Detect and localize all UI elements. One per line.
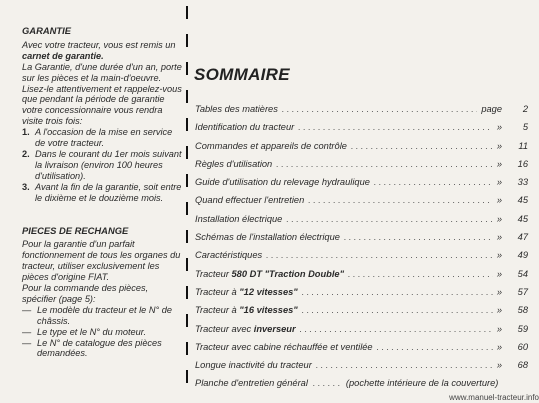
toc-page-prefix: »: [496, 360, 502, 371]
item-text: Avant la fin de la garantie, soit entre le dixième et le douzième mois.: [35, 181, 182, 203]
toc-page-number: 16: [517, 158, 528, 169]
toc-page-number: 47: [517, 232, 528, 243]
toc-row[interactable]: [195, 356, 528, 374]
toc-label: [195, 265, 344, 283]
toc-row[interactable]: [195, 228, 528, 246]
toc-page-prefix: »: [496, 177, 502, 188]
pieces-paragraph-1: Pour la garantie d'un parfait fonctionnement de tous les organes du tracteur, utiliser exclusivement les pièces d'origine FIAT.: [22, 239, 181, 283]
toc-label: Identification du tracteur: [195, 122, 295, 133]
toc-page-prefix: »: [496, 158, 502, 169]
toc-label: Guide d'utilisation du relevage hydraulique: [195, 177, 370, 188]
item-text: Le N° de catalogue des pièces demandées.: [37, 337, 162, 359]
garantie-visits-list: [22, 127, 184, 203]
item-text: Dans le courant du 1er mois suivant la livraison (environ 100 heures d'utilisation).: [35, 148, 182, 181]
toc-page-number: 45: [517, 213, 528, 224]
toc-page-number: 59: [517, 323, 528, 334]
toc-page-number: 11: [518, 140, 528, 151]
garantie-paragraph-1: [22, 40, 184, 62]
toc-label-plain: Tracteur à: [195, 305, 240, 316]
toc-row[interactable]: [195, 118, 528, 136]
toc-label-bold: 580 DT "Traction Double": [231, 268, 344, 279]
garantie-paragraph-2: La Garantie, d'une durée d'un an, porte sur les pièces et la main-d'oeuvre.: [22, 61, 182, 83]
toc-page-number: 2: [522, 104, 528, 114]
toc-label: Commandes et appareils de contrôle: [195, 140, 347, 151]
left-column: [22, 26, 184, 359]
pieces-list: [22, 305, 184, 360]
toc-page-prefix: »: [496, 122, 502, 133]
toc-row[interactable]: [195, 246, 528, 264]
list-item: [22, 305, 184, 327]
toc-page-number: 49: [517, 250, 528, 261]
toc-label: Installation électrique: [195, 213, 283, 224]
dot-leader: [374, 173, 493, 191]
toc-label: Règles d'utilisation: [195, 158, 273, 169]
toc-page-number: 58: [517, 305, 528, 316]
toc-label: Caractéristiques: [195, 250, 263, 261]
dot-leader: [316, 356, 493, 374]
toc-row[interactable]: [195, 283, 528, 301]
toc-label-plain: Tracteur à: [195, 286, 240, 297]
toc-row[interactable]: [195, 210, 528, 228]
toc-label: [195, 283, 298, 301]
toc-page-prefix: page: [481, 104, 502, 114]
table-of-contents: [195, 100, 528, 393]
toc-page-prefix: »: [496, 305, 502, 316]
toc-row[interactable]: [195, 301, 528, 319]
list-item: [22, 327, 184, 338]
toc-label: [195, 320, 296, 338]
toc-page-prefix: »: [496, 232, 502, 243]
list-item: [22, 182, 184, 204]
toc-row[interactable]: [195, 155, 528, 173]
dot-leader: [298, 118, 493, 136]
toc-label-bold: "16 vitesses": [239, 305, 298, 316]
carnet-de-garantie-text: carnet de garantie.: [22, 50, 104, 61]
toc-page-number: 57: [517, 286, 528, 297]
toc-page-number: 60: [517, 341, 528, 352]
toc-page-prefix: »: [496, 195, 502, 206]
toc-page-number: 54: [517, 268, 528, 279]
dot-leader: [313, 374, 341, 392]
toc-label: [195, 301, 298, 319]
item-number: 1.: [22, 127, 30, 138]
item-text: Le modèle du tracteur et le N° de châssis.: [37, 304, 172, 326]
toc-note: (pochette intérieure de la couverture): [345, 378, 499, 389]
dash-bullet: —: [22, 337, 32, 348]
dot-leader: [276, 155, 493, 173]
toc-row[interactable]: [195, 191, 528, 209]
garantie-title: GARANTIE: [22, 25, 71, 36]
toc-page-prefix: »: [496, 323, 502, 334]
list-item: [22, 127, 184, 149]
toc-row[interactable]: [195, 374, 528, 392]
dot-leader: [377, 338, 493, 356]
toc-page-prefix: »: [496, 268, 502, 279]
toc-page-prefix: »: [496, 213, 502, 224]
toc-label: Schémas de l'installation électrique: [195, 232, 340, 243]
sommaire-title: SOMMAIRE: [194, 65, 290, 84]
dot-leader: [308, 191, 493, 209]
toc-label-plain: Tracteur: [195, 268, 232, 279]
toc-label: Tables des matières: [195, 104, 278, 114]
item-text: A l'occasion de la mise en service de votre tracteur.: [35, 127, 173, 149]
toc-row[interactable]: [195, 137, 528, 155]
dot-leader: [302, 283, 493, 301]
toc-label-bold: "12 vitesses": [239, 286, 298, 297]
dot-leader: [344, 228, 493, 246]
dash-bullet: —: [22, 304, 32, 315]
toc-label-plain: Tracteur avec: [195, 323, 254, 334]
pieces-paragraph-2: Pour la commande des pièces, spécifier (page 5):: [22, 283, 149, 304]
toc-page-prefix: »: [496, 341, 502, 352]
website-watermark: www.manuel-tracteur.info: [449, 393, 539, 402]
toc-label-bold: inverseur: [253, 323, 296, 334]
toc-page-prefix: »: [496, 250, 502, 261]
dot-leader: [351, 137, 493, 155]
list-item: [22, 149, 184, 182]
toc-page-number: 5: [522, 122, 528, 133]
dot-leader: [286, 210, 492, 228]
toc-row[interactable]: [195, 265, 528, 283]
toc-label: Quand effectuer l'entretien: [195, 195, 305, 206]
list-item: [22, 338, 184, 360]
garantie-paragraph-3: Lisez-le attentivement et rappelez-vous que pendant la période de garantie votre concessionnaire vous rendra visite trois fois:: [22, 83, 182, 127]
toc-row[interactable]: [195, 320, 528, 338]
toc-page-prefix: »: [496, 140, 502, 151]
toc-row[interactable]: [195, 100, 528, 118]
toc-page-number: 33: [517, 177, 528, 188]
item-number: 2.: [22, 148, 30, 159]
toc-page-number: 45: [517, 195, 528, 206]
dot-leader: [282, 100, 477, 118]
dot-leader: [348, 265, 493, 283]
toc-row[interactable]: [195, 338, 528, 356]
dot-leader: [266, 246, 493, 264]
toc-label: Planche d'entretien général: [195, 378, 308, 389]
toc-page-prefix: »: [496, 286, 502, 297]
garantie-p1-text: Avec votre tracteur, vous est remis un: [22, 39, 176, 50]
column-divider: [186, 6, 190, 396]
dot-leader: [300, 320, 493, 338]
item-number: 3.: [22, 181, 30, 192]
toc-row[interactable]: [195, 173, 528, 191]
toc-page-number: 68: [517, 360, 528, 371]
toc-label: Tracteur avec cabine réchauffée et ventilée: [195, 341, 373, 352]
dot-leader: [302, 301, 493, 319]
toc-label: Longue inactivité du tracteur: [195, 360, 312, 371]
pieces-title: PIECES DE RECHANGE: [22, 224, 129, 236]
item-text: Le type et le N° du moteur.: [37, 326, 147, 337]
dash-bullet: —: [22, 326, 32, 337]
